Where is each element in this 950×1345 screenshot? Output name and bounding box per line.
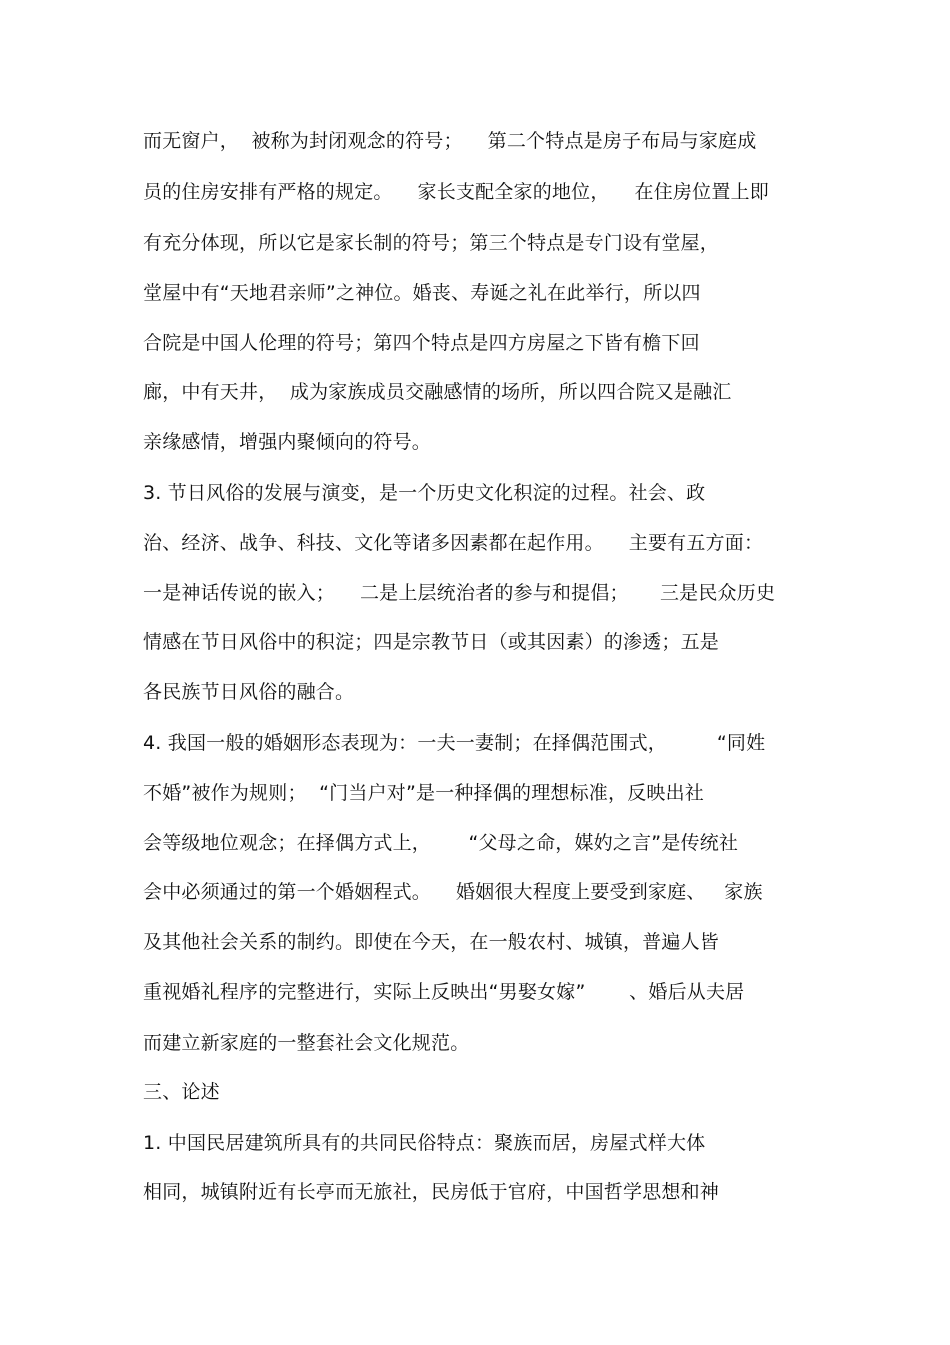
text-line: 各民族节日风俗的融合。 bbox=[143, 681, 355, 703]
text-line: 员的住房安排有严格的规定。 家长支配全家的地位， 在住房位置上即 bbox=[143, 181, 769, 203]
text-line: 相同，城镇附近有长亭而无旅社，民房低于官府，中国哲学思想和神 bbox=[143, 1181, 720, 1203]
text-line: 亲缘感情，增强内聚倾向的符号。 bbox=[143, 431, 432, 453]
section-heading: 三、论述 bbox=[143, 1081, 220, 1103]
text-line: 而无窗户， 被称为封闭观念的符号； 第二个特点是房子布局与家庭成 bbox=[143, 130, 757, 152]
text-line: 治、经济、战争、科技、文化等诸多因素都在起作用。 主要有五方面： bbox=[143, 532, 764, 554]
text-line: 1. 中国民居建筑所具有的共同民俗特点：聚族而居，房屋式样大体 bbox=[143, 1132, 706, 1154]
text-line: 4. 我国一般的婚姻形态表现为：一夫一妻制；在择偶范围式， “同姓 bbox=[143, 732, 766, 754]
text-line: 不婚”被作为规则； “门当户对”是一种择偶的理想标准，反映出社 bbox=[143, 782, 705, 804]
text-line: 会中必须通过的第一个婚姻程式。 婚姻很大程度上要受到家庭、 家族 bbox=[143, 881, 763, 903]
text-line: 会等级地位观念；在择偶方式上， “父母之命，媒妁之言”是传统社 bbox=[143, 832, 739, 854]
text-line: 廊，中有天井， 成为家族成员交融感情的场所，所以四合院又是融汇 bbox=[143, 381, 732, 403]
text-line: 情感在节日风俗中的积淀；四是宗教节日（或其因素）的渗透；五是 bbox=[143, 631, 720, 653]
text-line: 有充分体现，所以它是家长制的符号；第三个特点是专门设有堂屋， bbox=[143, 232, 720, 254]
text-line: 3. 节日风俗的发展与演变，是一个历史文化积淀的过程。社会、政 bbox=[143, 482, 706, 504]
text-line: 一是神话传说的嵌入； 二是上层统治者的参与和提倡； 三是民众历史 bbox=[143, 582, 776, 604]
text-line: 合院是中国人伦理的符号；第四个特点是四方房屋之下皆有檐下回 bbox=[143, 332, 700, 354]
text-line: 堂屋中有“天地君亲师”之神位。婚丧、寿诞之礼在此举行，所以四 bbox=[143, 282, 701, 304]
text-line: 重视婚礼程序的完整进行，实际上反映出“男娶女嫁” 、婚后从夫居 bbox=[143, 981, 745, 1003]
text-line: 而建立新家庭的一整套社会文化规范。 bbox=[143, 1032, 470, 1054]
text-line: 及其他社会关系的制约。即使在今天，在一般农村、城镇，普遍人皆 bbox=[143, 931, 720, 953]
